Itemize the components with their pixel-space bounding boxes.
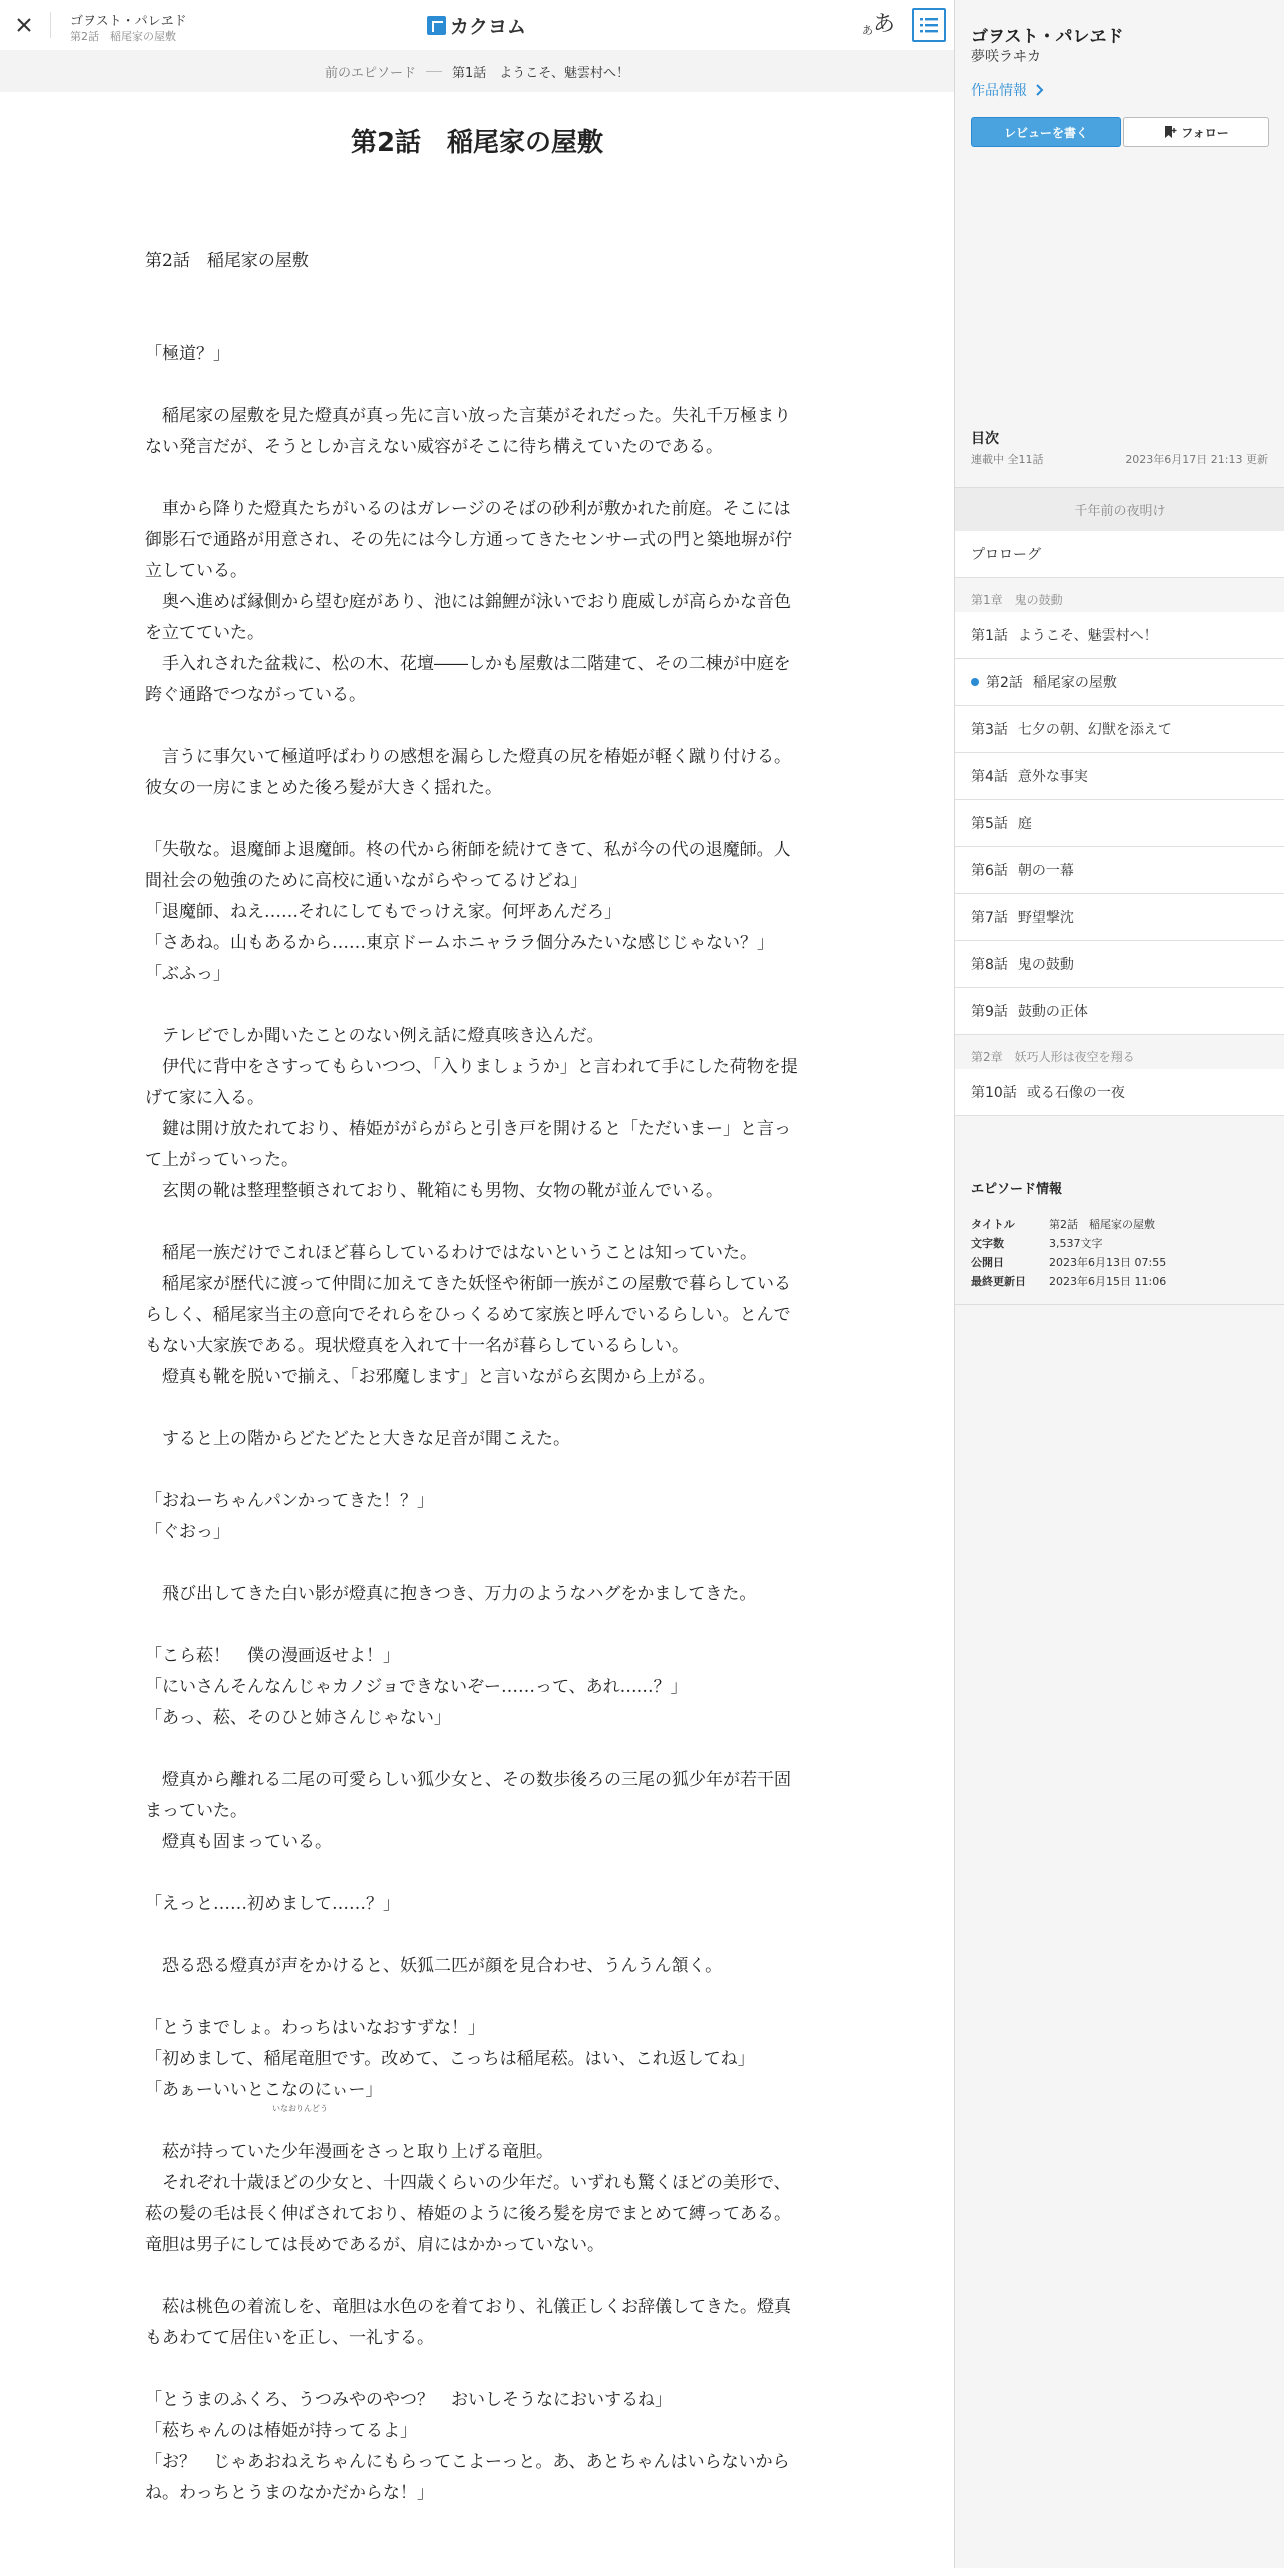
- episode-info-key: 最終更新日: [971, 1275, 1026, 1288]
- previous-episode-link[interactable]: 第1話 ようこそ、魅雲村へ！: [452, 65, 630, 81]
- episode-info-row: [971, 1253, 1166, 1272]
- toc-item-num: 第9話: [971, 1004, 1008, 1020]
- toc-list: [955, 487, 1284, 1116]
- toc-item-ep8[interactable]: [955, 941, 1284, 988]
- toc-item-num: 第10話: [971, 1085, 1017, 1101]
- logo-mark-icon: [427, 16, 446, 35]
- toc-item-num: 第2話: [986, 675, 1023, 691]
- toc-updated: 2023年6月17日 21:13 更新: [1125, 453, 1268, 466]
- toc-item-num: 第6話: [971, 863, 1008, 879]
- toc-item-ep4[interactable]: [955, 753, 1284, 800]
- sidebar-author[interactable]: 夢咲ラヰカ: [971, 49, 1041, 65]
- episode-info-row: [971, 1215, 1166, 1234]
- toc-item-num: 第5話: [971, 816, 1008, 832]
- toc-item-title: 稲尾家の屋敷: [1032, 675, 1117, 691]
- toc-item-title: 朝の一幕: [1017, 863, 1074, 879]
- logo-text: カクヨム: [450, 15, 527, 38]
- episode-info-row: [971, 1272, 1166, 1291]
- previous-episode-bar[interactable]: [0, 50, 954, 92]
- toc-item-ep6[interactable]: [955, 847, 1284, 894]
- episode-info-key: タイトル: [971, 1218, 1015, 1231]
- toc-item-prologue[interactable]: プロローグ: [955, 531, 1284, 578]
- toc-item-title: 或る石像の一夜: [1026, 1085, 1125, 1101]
- close-icon: [10, 11, 38, 39]
- episode-info-table: [971, 1215, 1166, 1291]
- episode-info-value: 2023年6月15日 11:06: [1049, 1275, 1167, 1288]
- current-episode-dot-icon: [971, 678, 979, 686]
- toc-item-num: 第4話: [971, 769, 1008, 785]
- toc-item-ep9[interactable]: [955, 988, 1284, 1035]
- toc-item-num: 第3話: [971, 722, 1008, 738]
- header-episode-title: 第2話 稲尾家の屋敷: [70, 30, 176, 43]
- toc-item-title: 七夕の朝、幻獣を添えて: [1017, 722, 1172, 738]
- site-logo[interactable]: [427, 13, 526, 37]
- list-icon: [914, 10, 944, 40]
- toc-item-ep5[interactable]: [955, 800, 1284, 847]
- episode-info-heading: エピソード情報: [971, 1182, 1063, 1197]
- font-size-small-glyph: あ: [862, 24, 873, 37]
- toc-toggle-button[interactable]: [912, 8, 946, 42]
- header-work-title[interactable]: ゴヲスト・パレヱド: [70, 14, 187, 29]
- toc-chapter-1: 第1章 鬼の鼓動: [971, 593, 1063, 607]
- toc-status: 連載中 全11話: [971, 453, 1044, 466]
- toc-item-title: 意外な事実: [1017, 769, 1088, 785]
- previous-episode-label: 前のエピソード: [324, 65, 416, 81]
- toc-item-ep2-current[interactable]: [955, 659, 1284, 706]
- work-info-link[interactable]: [971, 80, 1046, 100]
- sidebar-work-title[interactable]: ゴヲスト・パレヱド: [971, 27, 1124, 47]
- episode-info-key: 公開日: [971, 1256, 1004, 1269]
- episode-body: 第2話 稲尾家の屋敷 「極道？」 稲尾家の屋敷を見た燈真が真っ先に言い放った言葉がそれだった。失礼千万極まりない発言だが、そうとしか言えない威容がそこに待ち構えていたのである。 車から降りた燈真たちがいるのはガレージのそばの砂利が敷かれた前庭。そこには御影石で通路が用意され、その先には今し方通ってきたセンサー式の門と築地塀が佇立している。 奥へ進めば縁側から望む庭があり、池には錦鯉が泳いでおり鹿威しが高らかな音色を立てていた。 手入れされた盆栽に、松の木、花壇――しかも屋敷は二階建て、その二棟が中庭を跨ぐ通路でつながっている。 言うに事欠いて極道呼ばわりの感想を漏らした燈真の尻を椿姫が軽く蹴り付ける。彼女の一房にまとめた後ろ髪が大きく揺れた。 「失敬な。退魔師よ退魔師。柊の代から術師を続けてきて、私が今の代の退魔師。人間社会の勉強のために高校に通いながらやってるけどね」 「退魔師、ねえ……それにしてもでっけえ家。何坪あんだろ」 「さあね。山もあるから……東京ドームホニャララ個分みたいな感じじゃない？」 「ぶふっ」 テレビでしか聞いたことのない例え話に燈真咳き込んだ。 伊代に背中をさすってもらいつつ、「入りましょうか」と言われて手にした荷物を提げて家に入る。 鍵は開け放たれており、椿姫ががらがらと引き戸を開けると「ただいまー」と言って上がっていった。 玄関の靴は整理整頓されており、靴箱にも男物、女物の靴が並んでいる。 稲尾一族だけでこれほど暮らしているわけではないということは知っていた。 稲尾家が歴代に渡って仲間に加えてきた妖怪や術師一族がこの屋敷で暮らしているらしく、稲尾家当主の意向でそれらをひっくるめて家族と呼んでいるらしい。とんでもない大家族である。現状燈真を入れて十一名が暮らしているらしい。 燈真も靴を脱いで揃え、「お邪魔します」と言いながら玄関から上がる。 すると上の階からどたどたと大きな足音が聞こえた。 「おねーちゃんパンかってきた！？」 「ぐおっ」 飛び出してきた白い影が燈真に抱きつき、万力のようなハグをかましてきた。 「こら菘！ 僕の漫画返せよ！」 「にいさんそんなんじゃカノジョできないぞー……って、あれ……？」 「あっ、菘、そのひと姉さんじゃない」 燈真から離れる二尾の可愛らしい狐少女と、その数歩後ろの三尾の狐少年が若干固まっていた。 燈真も固まっている。 「えっと……初めまして……？」 恐る恐る燈真が声をかけると、妖狐二匹が顔を見合わせ、うんうん頷く。 「とうまでしょ。わっちはいなおすずな！」 「初めまして、稲尾竜胆です。改めて、こっちは稲尾菘。はい、これ返してね」 「あぁーいいとこなのにぃー」 菘が持っていた少年漫画をさっと取り上げる竜胆。 それぞれ十歳ほどの少女と、十四歳くらいの少年だ。いずれも驚くほどの美形で、菘の髪の毛は長く伸ばされており、椿姫のように後ろ髪を房でまとめて縛ってある。竜胆は男子にしては長めであるが、肩にはかかっていない。 菘は桃色の着流しを、竜胆は水色のを着ており、礼儀正しくお辞儀してきた。燈真もあわてて居住いを正し、一礼する。 「とうまのふくろ、うつみやのやつ？ おいしそうなにおいするね」 「菘ちゃんのは椿姫が持ってるよ」 「お？ じゃあおねえちゃんにもらってこよーっと。あ、あとちゃんはいらないからね。わっちとうまのなかだからな！」: [145, 251, 798, 2503]
- sidebar: [954, 0, 1284, 2568]
- header-divider: [50, 12, 51, 38]
- toc-item-title: 鼓動の正体: [1017, 1004, 1088, 1020]
- toc-item-title: 鬼の鼓動: [1017, 957, 1074, 973]
- episode-info-divider: [955, 1304, 1284, 1305]
- font-size-button[interactable]: [862, 10, 895, 38]
- chevron-right-icon: [1034, 84, 1046, 96]
- bookmark-plus-icon: [1163, 125, 1177, 139]
- write-review-button[interactable]: レビューを書く: [971, 117, 1121, 147]
- toc-heading: 目次: [971, 431, 999, 447]
- work-info-label: 作品情報: [971, 83, 1027, 99]
- toc-group-header: 千年前の夜明け: [955, 487, 1284, 531]
- subnav-divider: [426, 71, 442, 72]
- toc-item-num: 第1話: [971, 628, 1008, 644]
- toc-item-num: 第7話: [971, 910, 1008, 926]
- episode-info-value: 3,537文字: [1049, 1237, 1103, 1250]
- font-size-large-glyph: あ: [873, 12, 896, 37]
- toc-item-ep3[interactable]: [955, 706, 1284, 753]
- reader-header: [0, 0, 954, 50]
- toc-item-ep7[interactable]: [955, 894, 1284, 941]
- follow-label: フォロー: [1181, 125, 1229, 140]
- toc-item-num: 第8話: [971, 957, 1008, 973]
- close-button[interactable]: [10, 11, 38, 39]
- episode-info-key: 文字数: [971, 1237, 1004, 1250]
- episode-title: 第2話 稲尾家の屋敷: [350, 128, 604, 158]
- ruby-annotation: いなおりんどう: [272, 2104, 328, 2113]
- toc-item-ep1[interactable]: [955, 612, 1284, 659]
- toc-chapter-2: 第2章 妖巧人形は夜空を翔る: [971, 1050, 1135, 1064]
- episode-info-value: 第2話 稲尾家の屋敷: [1049, 1218, 1155, 1231]
- toc-item-title: 庭: [1017, 816, 1032, 832]
- toc-item-ep10[interactable]: [955, 1069, 1284, 1116]
- episode-info-row: [971, 1234, 1166, 1253]
- toc-item-title: ようこそ、魅雲村へ！: [1017, 628, 1158, 644]
- episode-info-value: 2023年6月13日 07:55: [1049, 1256, 1167, 1269]
- follow-button[interactable]: [1123, 117, 1269, 147]
- toc-item-title: 野望撃沈: [1017, 910, 1074, 926]
